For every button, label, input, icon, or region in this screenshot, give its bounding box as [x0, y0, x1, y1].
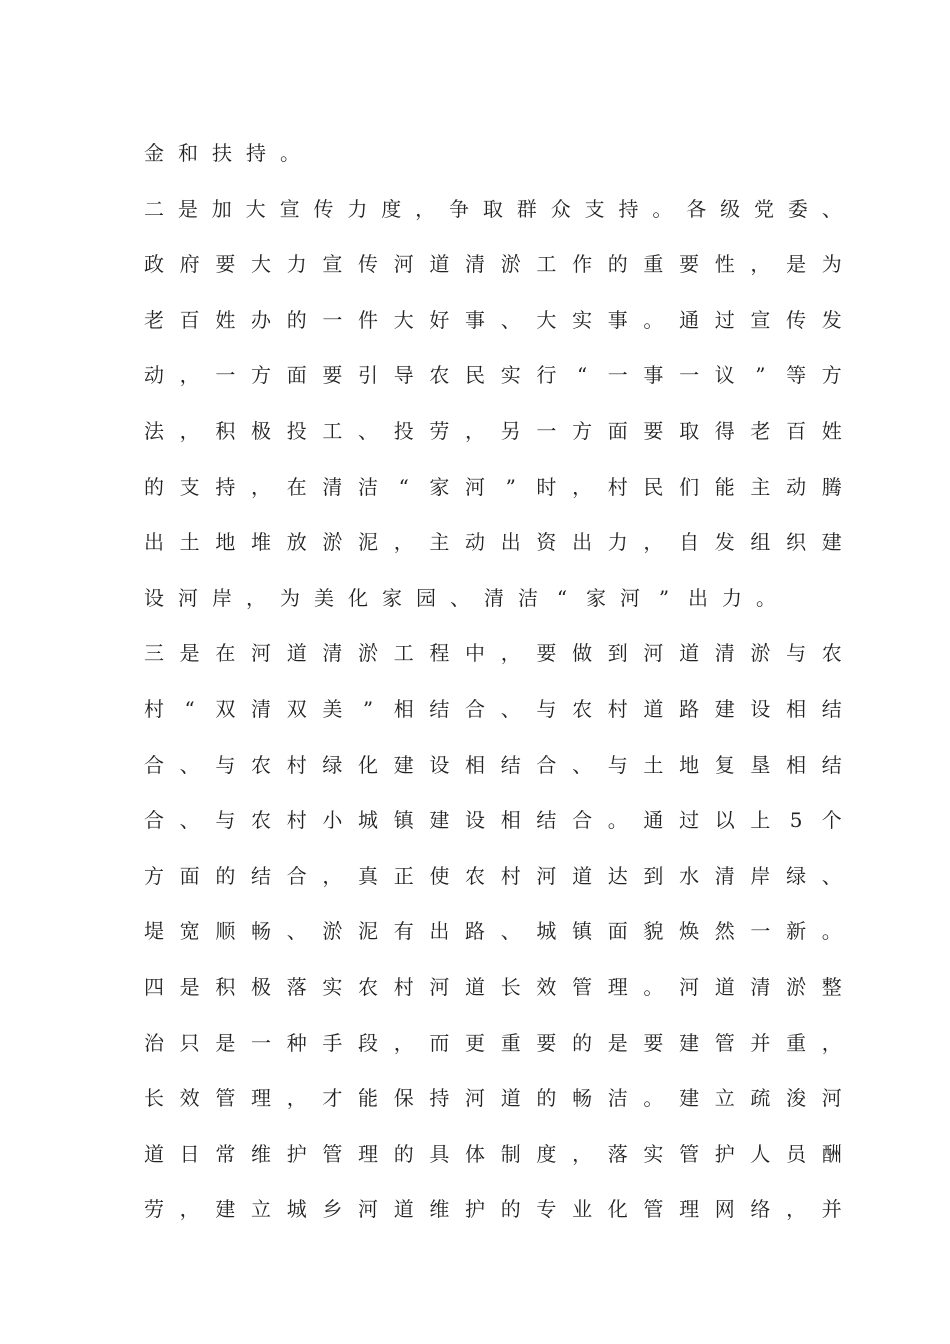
body-text — [143, 126, 843, 1238]
text-line: 道 日 常 维 护 管 理 的 具 体 制 度 ， 落 实 管 护 人 员 酬 — [144, 1141, 842, 1166]
text-line: 政 府 要 大 力 宣 传 河 道 清 淤 工 作 的 重 要 性 ， 是 为 — [144, 252, 842, 277]
text-line: 劳 ， 建 立 城 乡 河 道 维 护 的 专 业 化 管 理 网 络 ， 并 — [144, 1197, 842, 1222]
text-line: 长 效 管 理 ， 才 能 保 持 河 道 的 畅 洁 。 建 立 疏 浚 河 — [144, 1086, 842, 1111]
text-line: 方 面 的 结 合 ， 真 正 使 农 村 河 道 达 到 水 清 岸 绿 、 — [144, 863, 842, 888]
text-line: 三 是 在 河 道 清 淤 工 程 中 ， 要 做 到 河 道 清 淤 与 农 — [144, 641, 842, 666]
text-line: 合 、 与 农 村 绿 化 建 设 相 结 合 、 与 土 地 复 垦 相 结 — [144, 752, 842, 777]
text-line: 村 “ 双 清 双 美 ” 相 结 合 、 与 农 村 道 路 建 设 相 结 — [144, 696, 842, 721]
text-line: 的 支 持 ， 在 清 洁 “ 家 河 ” 时 ， 村 民 们 能 主 动 腾 — [144, 474, 842, 499]
text-line: 出 土 地 堆 放 淤 泥 ， 主 动 出 资 出 力 ， 自 发 组 织 建 — [144, 530, 842, 555]
text-line: 动 ， 一 方 面 要 引 导 农 民 实 行 “ 一 事 一 议 ” 等 方 — [144, 363, 842, 388]
text-line: 设 河 岸 ， 为 美 化 家 园 、 清 洁 “ 家 河 ” 出 力 。 — [144, 585, 776, 610]
text-line: 堤 宽 顺 畅 、 淤 泥 有 出 路 、 城 镇 面 貌 焕 然 一 新 。 — [144, 919, 842, 944]
text-line: 治 只 是 一 种 手 段 ， 而 更 重 要 的 是 要 建 管 并 重 ， — [144, 1030, 842, 1055]
text-line: 二 是 加 大 宣 传 力 度 ， 争 取 群 众 支 持 。 各 级 党 委 、 — [144, 196, 842, 221]
text-line: 法 ， 积 极 投 工 、 投 劳 ， 另 一 方 面 要 取 得 老 百 姓 — [144, 418, 842, 443]
text-line: 老 百 姓 办 的 一 件 大 好 事 、 大 实 事 。 通 过 宣 传 发 — [144, 307, 842, 332]
text-line: 四 是 积 极 落 实 农 村 河 道 长 效 管 理 。 河 道 清 淤 整 — [144, 974, 842, 999]
text-line: 金 和 扶 持 。 — [144, 141, 300, 165]
text-line: 合 、 与 农 村 小 城 镇 建 设 相 结 合 。 通 过 以 上 5 个 — [144, 808, 842, 833]
